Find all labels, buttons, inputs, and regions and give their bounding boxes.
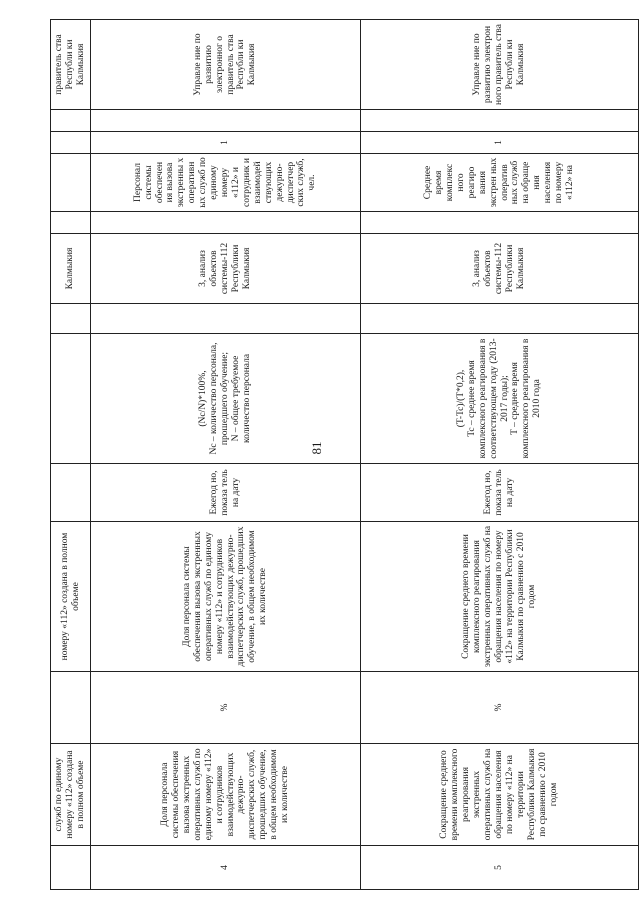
cell-indicator: Сокращение среднего времени комплексного реагирования экстренных оперативных служб на обращения населения по номеру «112» на территории Республики Калмыкия по сравнению с 2010 годом [361,744,639,846]
cell-empty [361,304,639,334]
indicators-table [50,19,639,890]
cell-unit: % [361,672,639,744]
cell-responsible: Управле ние по развитию электрон ного правитель ства Республи ки Калмыкия [361,20,639,110]
cell-definition: Доля персонала системы обеспечения вызова экстренных оперативных служб по единому номеру «112» и сотрудников взаимодействующих дежурно-диспетчерских служб, прошедших обучение, в общем необходимом их количестве [91,522,361,672]
cell-responsible: Управле ние по развитию электронног о правитель ства Республи ки Калмыкия [91,20,361,110]
cell-indicator: служб по единому номеру «112» создана в полном объеме [51,744,91,846]
cell-method: Персонал системы обеспечен ия вызова экстренны х оперативн ых служб по единому номеру «112» и сотрудник и взаимодей ствующих дежурно-диспетчер ских служб, чел. [91,154,361,212]
page-number: 81 [309,441,324,455]
cell-source: 3, анализ объектов системы-112 Республики Калмыкия [91,234,361,304]
cell-source: Калмыкия [51,234,91,304]
cell-responsible: правитель ства Республи ки Калмыкия [51,20,91,110]
table-row [91,20,361,890]
cell-num [51,846,91,890]
cell-empty [51,304,91,334]
cell-method: Среднее время комплекс ного реагиро вания экстрен ных оператив ных служб на обраще ния населения по номеру «112» на [361,154,639,212]
table-row-continuation [51,20,91,890]
cell-method [51,154,91,212]
cell-source: 3, анализ объектов системы-112 Республики Калмыкия [361,234,639,304]
cell-periodicity [51,464,91,522]
cell-empty [91,304,361,334]
cell-definition: Сокращение среднего времени комплексного реагирования экстренных оперативных служб на обращения населения по номеру «112» на территории Республики Калмыкия по сравнению с 2010 годом [361,522,639,672]
cell-periodicity: Ежегод но, показа тель на дату [91,464,361,522]
cell-empty [51,132,91,154]
cell-index: 1 [91,132,361,154]
cell-empty [361,110,639,132]
cell-formula: (T-Tc)/(T*0,2), Tc – среднее время комплексного реагирования в соответствующем году (2013-2017 годы); T – среднее время комплексного реагирования в 2010 года [361,334,639,464]
cell-empty [361,212,639,234]
cell-num: 5 [361,846,639,890]
cell-unit [51,672,91,744]
cell-definition: номеру «112» создана в полном объеме [51,522,91,672]
rotated-page [50,20,640,890]
cell-formula: (Nc/N)*100%, Nc – количество персонала, прошедшего обучение; N – общее требуемое количество персонала [91,334,361,464]
table-row [361,20,639,890]
cell-empty [91,110,361,132]
cell-empty [51,212,91,234]
cell-empty [51,110,91,132]
cell-periodicity: Ежегод но, показа тель на дату [361,464,639,522]
cell-formula [51,334,91,464]
cell-num: 4 [91,846,361,890]
cell-index: 1 [361,132,639,154]
cell-unit: % [91,672,361,744]
cell-indicator: Доля персонала системы обеспечения вызова экстренных оперативных служб по единому номеру «112» и сотрудников взаимодействующих дежурно-диспетчерских служб, прошедших обучение, в общем необходимом их количестве [91,744,361,846]
cell-empty [91,212,361,234]
